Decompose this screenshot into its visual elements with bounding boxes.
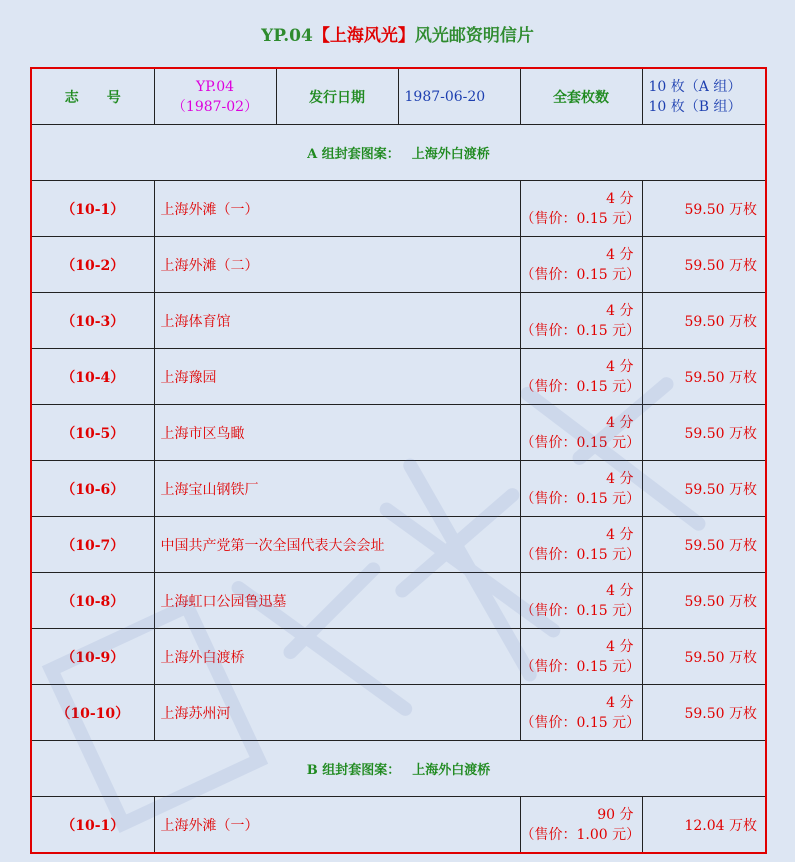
stamp-sale-price: （售价：0.15 元） bbox=[520, 266, 641, 283]
stamp-quantity: 59.50 万枚 bbox=[642, 349, 766, 405]
stamp-value-cell bbox=[520, 517, 642, 573]
code-label-hao: 号 bbox=[106, 89, 121, 106]
table-row bbox=[31, 181, 766, 237]
stamp-sale-price: （售价：0.15 元） bbox=[520, 490, 641, 507]
group-b-cell bbox=[31, 741, 766, 797]
group-b-row bbox=[31, 741, 766, 797]
stamp-name: 上海苏州河 bbox=[154, 685, 520, 741]
stamp-face-value: 4 分 bbox=[606, 302, 634, 319]
stamp-quantity: 59.50 万枚 bbox=[642, 573, 766, 629]
stamp-name: 上海市区鸟瞰 bbox=[154, 405, 520, 461]
stamp-name: 上海外滩（二） bbox=[154, 237, 520, 293]
stamp-face-value: 4 分 bbox=[606, 526, 634, 543]
table-row bbox=[31, 797, 766, 854]
stamp-value-cell bbox=[520, 349, 642, 405]
stamp-sale-price: （售价：0.15 元） bbox=[520, 658, 641, 675]
stamp-face-value: 4 分 bbox=[606, 358, 634, 375]
group-a-cell bbox=[31, 125, 766, 181]
set-count-label: 全套枚数 bbox=[520, 68, 642, 125]
stamp-sale-price: （售价：0.15 元） bbox=[520, 434, 641, 451]
table-row bbox=[31, 517, 766, 573]
code-value: YP.04 bbox=[195, 78, 235, 95]
stamp-id: （10-1） bbox=[31, 181, 154, 237]
table-row bbox=[31, 405, 766, 461]
table-row bbox=[31, 629, 766, 685]
stamp-id: （10-1） bbox=[31, 797, 154, 854]
stamp-value-cell bbox=[520, 405, 642, 461]
stamp-face-value: 4 分 bbox=[606, 414, 634, 431]
stamp-value-cell bbox=[520, 293, 642, 349]
stamp-id: （10-4） bbox=[31, 349, 154, 405]
stamp-value-cell bbox=[520, 237, 642, 293]
stamp-name: 上海外滩（一） bbox=[154, 181, 520, 237]
stamp-sale-price: （售价：0.15 元） bbox=[520, 322, 641, 339]
stamp-name: 中国共产党第一次全国代表大会会址 bbox=[154, 517, 520, 573]
table-row bbox=[31, 349, 766, 405]
issue-date-value: 1987-06-20 bbox=[398, 68, 520, 125]
stamp-id: （10-2） bbox=[31, 237, 154, 293]
stamp-quantity: 59.50 万枚 bbox=[642, 629, 766, 685]
stamp-sale-price: （售价：0.15 元） bbox=[520, 210, 641, 227]
code-date: （1987-02） bbox=[171, 98, 259, 115]
stamp-face-value: 4 分 bbox=[606, 246, 634, 263]
title-suffix: 风光邮资明信片 bbox=[414, 26, 534, 46]
stamp-face-value: 4 分 bbox=[606, 638, 634, 655]
stamp-value-cell bbox=[520, 685, 642, 741]
stamp-sale-price: （售价：1.00 元） bbox=[520, 826, 641, 843]
set-count-value bbox=[642, 68, 766, 125]
group-a-row bbox=[31, 125, 766, 181]
stamp-value-cell bbox=[520, 573, 642, 629]
table-row bbox=[31, 293, 766, 349]
stamp-face-value: 4 分 bbox=[606, 470, 634, 487]
stamp-value-cell bbox=[520, 461, 642, 517]
group-b-value: 上海外白渡桥 bbox=[412, 763, 491, 778]
code-value-cell bbox=[154, 68, 276, 125]
title-code: YP.04 bbox=[261, 26, 313, 46]
stamp-id: （10-3） bbox=[31, 293, 154, 349]
stamp-quantity: 59.50 万枚 bbox=[642, 237, 766, 293]
stamp-value-cell bbox=[520, 629, 642, 685]
stamp-name: 上海外滩（一） bbox=[154, 797, 520, 854]
stamp-quantity: 59.50 万枚 bbox=[642, 405, 766, 461]
stamp-sale-price: （售价：0.15 元） bbox=[520, 602, 641, 619]
stamp-quantity: 59.50 万枚 bbox=[642, 461, 766, 517]
stamp-face-value: 4 分 bbox=[606, 190, 634, 207]
stamp-quantity: 12.04 万枚 bbox=[642, 797, 766, 854]
stamp-id: （10-9） bbox=[31, 629, 154, 685]
stamp-face-value: 4 分 bbox=[606, 582, 634, 599]
stamp-sale-price: （售价：0.15 元） bbox=[520, 546, 641, 563]
table-row bbox=[31, 461, 766, 517]
stamp-sale-price: （售价：0.15 元） bbox=[520, 714, 641, 731]
stamp-sale-price: （售价：0.15 元） bbox=[520, 378, 641, 395]
table-row bbox=[31, 237, 766, 293]
stamp-value-cell bbox=[520, 797, 642, 854]
stamp-id: （10-6） bbox=[31, 461, 154, 517]
table-row bbox=[31, 573, 766, 629]
stamp-id: （10-5） bbox=[31, 405, 154, 461]
title-series: 【上海风光】 bbox=[312, 26, 415, 46]
stamp-quantity: 59.50 万枚 bbox=[642, 685, 766, 741]
stamp-name: 上海豫园 bbox=[154, 349, 520, 405]
stamp-quantity: 59.50 万枚 bbox=[642, 293, 766, 349]
stamp-name: 上海宝山钢铁厂 bbox=[154, 461, 520, 517]
stamp-id: （10-8） bbox=[31, 573, 154, 629]
code-label-cell bbox=[31, 68, 154, 125]
stamp-quantity: 59.50 万枚 bbox=[642, 181, 766, 237]
stamp-name: 上海外白渡桥 bbox=[154, 629, 520, 685]
stamp-face-value: 4 分 bbox=[606, 694, 634, 711]
stamp-face-value: 90 分 bbox=[597, 806, 634, 823]
table-row bbox=[31, 685, 766, 741]
stamp-table bbox=[30, 67, 767, 854]
group-a-value: 上海外白渡桥 bbox=[411, 147, 490, 162]
stamp-id: （10-7） bbox=[31, 517, 154, 573]
stamp-name: 上海体育馆 bbox=[154, 293, 520, 349]
code-label-zhi: 志 bbox=[64, 89, 79, 106]
group-a-label: A 组封套图案： bbox=[307, 147, 400, 162]
header-row bbox=[31, 68, 766, 125]
issue-date-label: 发行日期 bbox=[276, 68, 398, 125]
set-count-a: 10 枚（A 组） bbox=[648, 78, 742, 95]
stamp-quantity: 59.50 万枚 bbox=[642, 517, 766, 573]
page-title bbox=[0, 24, 795, 48]
stamp-id: （10-10） bbox=[31, 685, 154, 741]
set-count-b: 10 枚（B 组） bbox=[648, 98, 742, 115]
stamp-value-cell bbox=[520, 181, 642, 237]
stamp-name: 上海虹口公园鲁迅墓 bbox=[154, 573, 520, 629]
group-b-label: B 组封套图案： bbox=[306, 763, 401, 778]
